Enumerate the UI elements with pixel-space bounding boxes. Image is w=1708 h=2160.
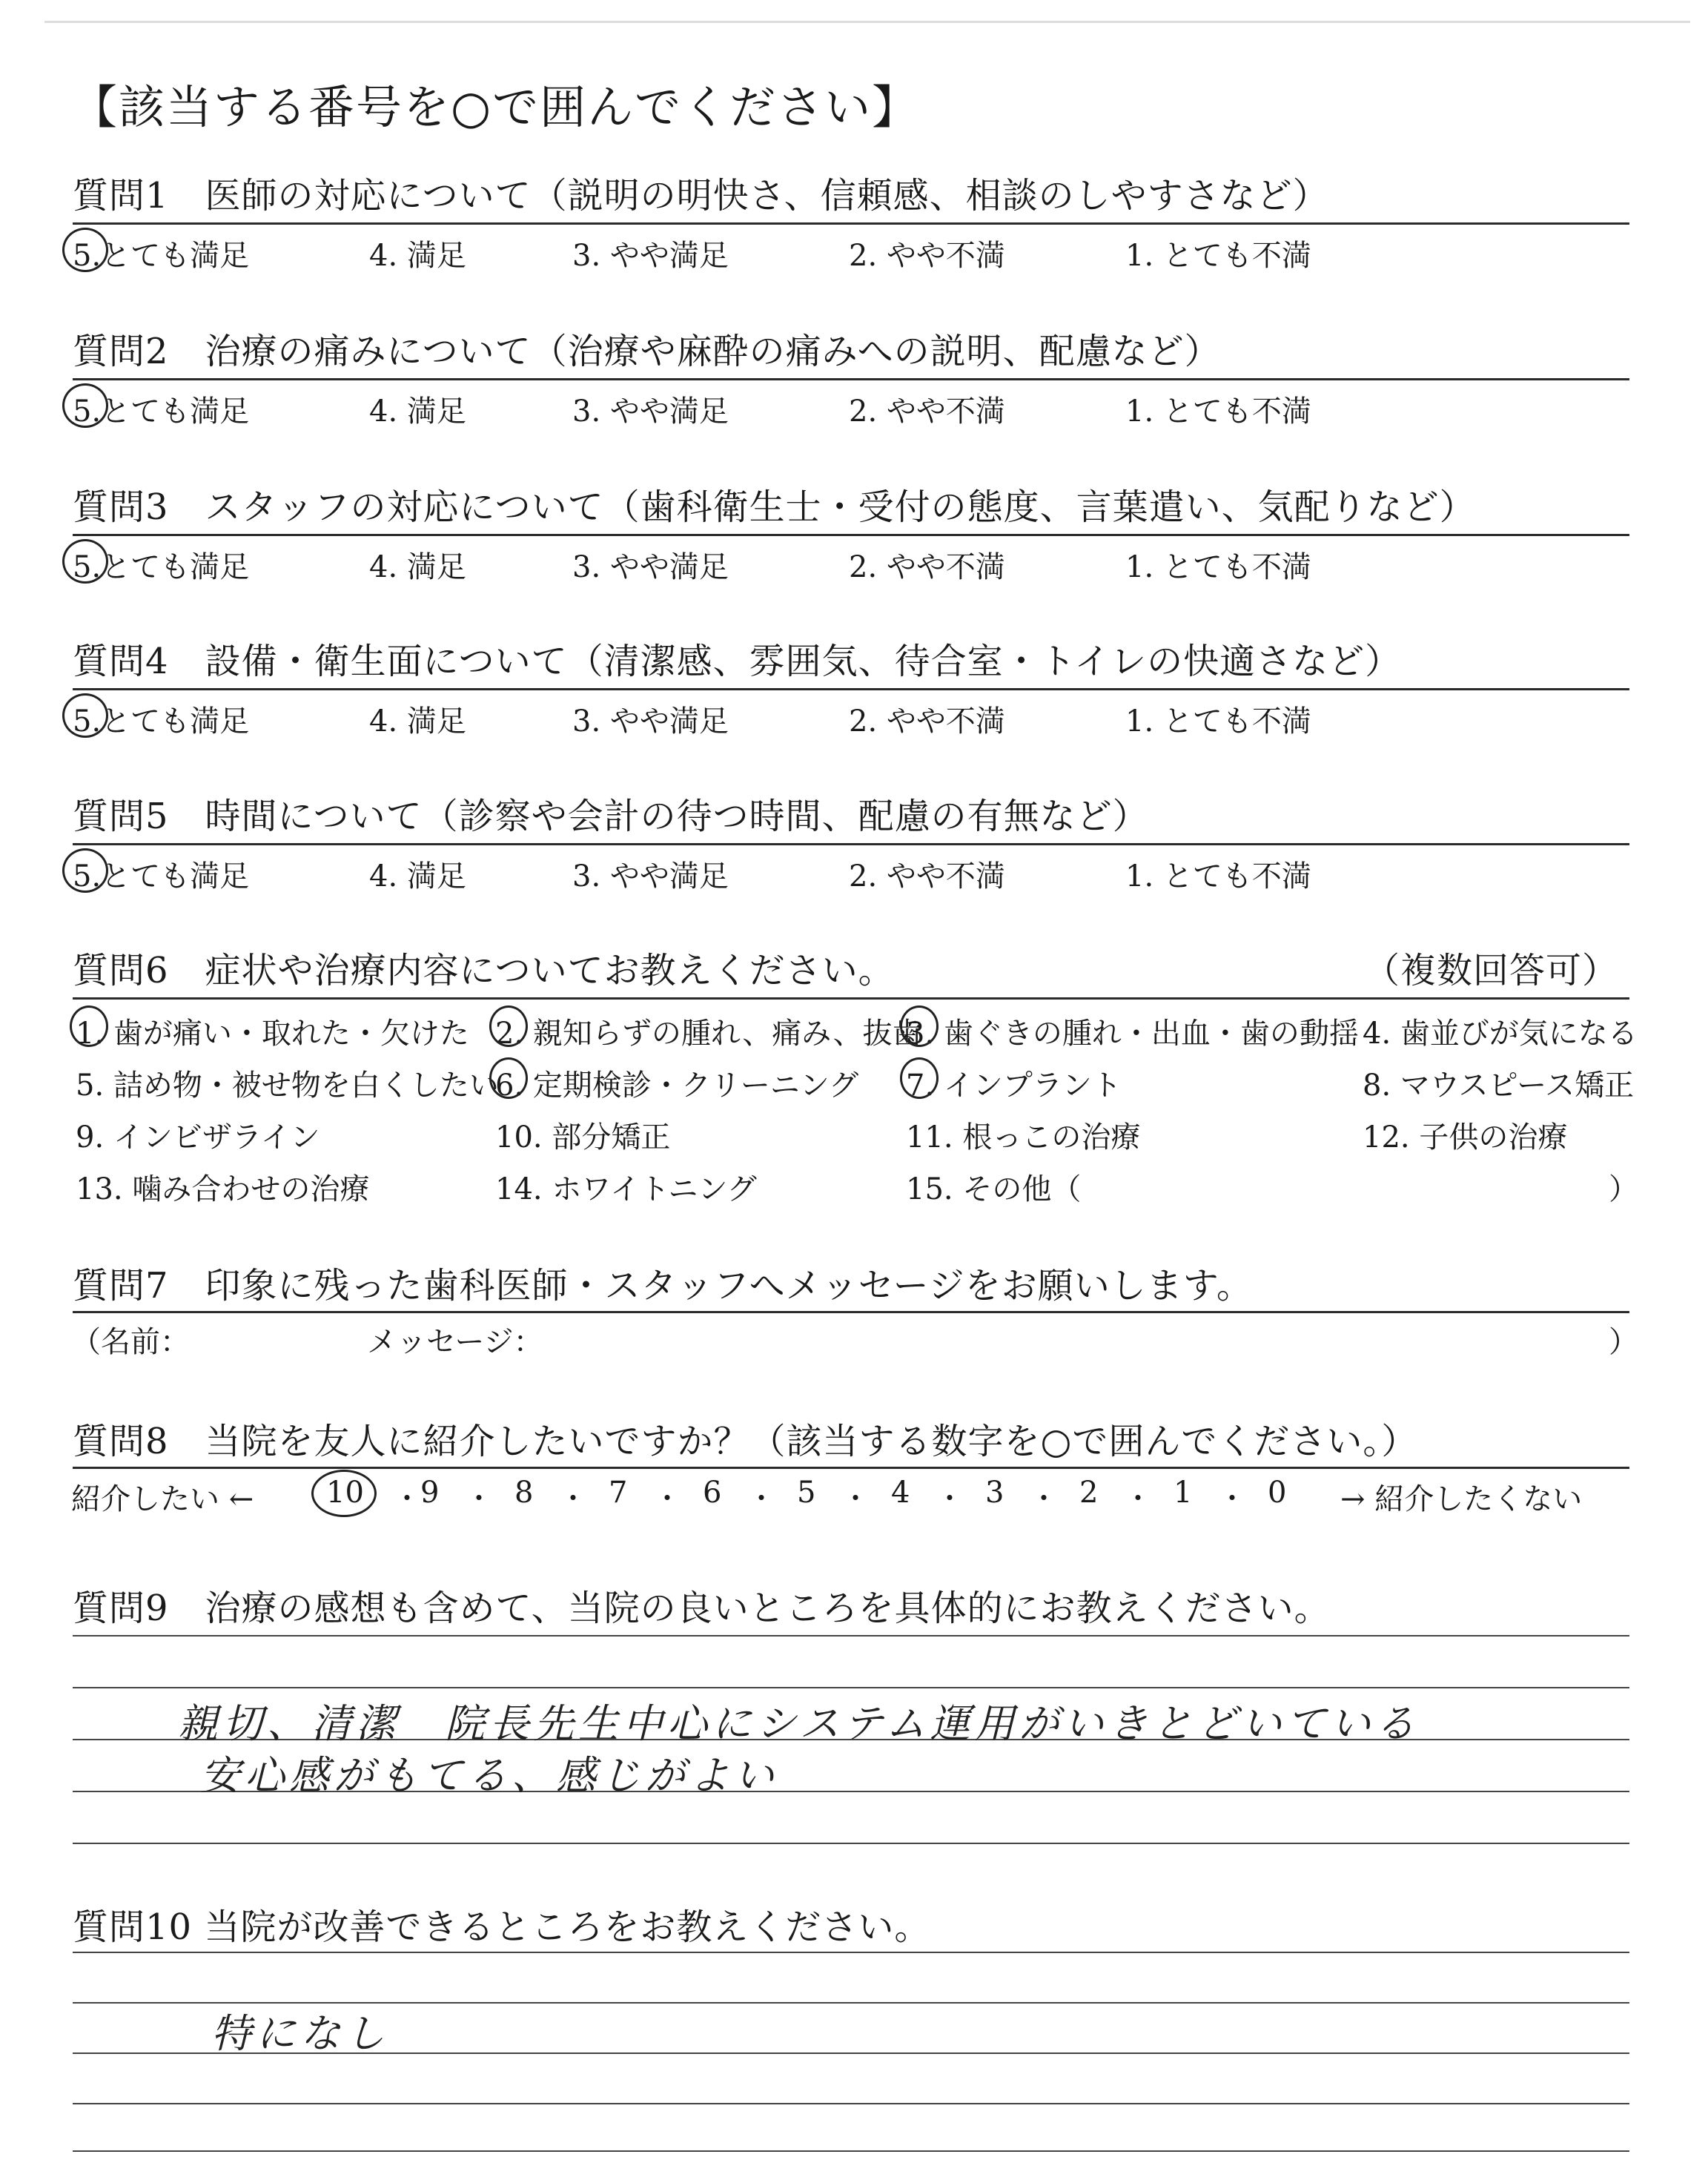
q9-line-5 xyxy=(73,1843,1629,1844)
q9-line-2 xyxy=(73,1687,1629,1688)
q6-other-close: ） xyxy=(1609,1172,1638,1206)
q1-rule xyxy=(73,222,1629,225)
q3-option-3[interactable]: 3. やや満足 xyxy=(572,550,729,584)
q8-right-label: → 紹介したくない xyxy=(1340,1482,1583,1516)
q4-option-4[interactable]: 4. 満足 xyxy=(369,704,466,739)
q8-scale-4[interactable]: 4 xyxy=(891,1476,910,1510)
q2-option-2[interactable]: 2. やや不満 xyxy=(849,394,1005,429)
q8-separator: ・ xyxy=(936,1482,964,1515)
q3-selection-circle xyxy=(62,539,108,584)
q10-title: 質問10 当院が改善できるところをお教えください。 xyxy=(73,1906,931,1948)
q6-option-2[interactable]: 2. 親知らずの腫れ、痛み、抜歯 xyxy=(495,1017,922,1051)
q10-line-1 xyxy=(73,1952,1629,1953)
q6-option-1[interactable]: 1. 歯が痛い・取れた・欠けた xyxy=(76,1017,469,1051)
q6-rule xyxy=(73,997,1629,1000)
q8-scale-1[interactable]: 1 xyxy=(1174,1476,1193,1510)
q1-option-3[interactable]: 3. やや満足 xyxy=(572,239,729,273)
q2-selection-circle xyxy=(62,383,108,428)
q10-line-4 xyxy=(73,2103,1629,2104)
q7-message-label: メッセージ： xyxy=(367,1325,543,1359)
q6-option-12[interactable]: 12. 子供の治療 xyxy=(1363,1120,1568,1155)
q4-rule xyxy=(73,688,1629,690)
q4-option-1[interactable]: 1. とても不満 xyxy=(1125,704,1311,739)
q8-rule xyxy=(73,1467,1629,1469)
q8-separator: ・ xyxy=(1218,1482,1247,1515)
q6-option-11[interactable]: 11. 根っこの治療 xyxy=(906,1120,1141,1155)
q6-option-13[interactable]: 13. 噛み合わせの治療 xyxy=(76,1172,370,1206)
q6-option-10[interactable]: 10. 部分矯正 xyxy=(495,1120,671,1155)
q1-selection-circle xyxy=(62,228,108,272)
q6-title: 質問6 症状や治療内容についてお教えください。 xyxy=(73,950,895,991)
q8-scale-9[interactable]: 9 xyxy=(420,1476,440,1510)
q6-option-5[interactable]: 5. 詰め物・被せ物を白くしたい xyxy=(76,1069,499,1103)
q1-option-5[interactable]: 5.とても満足 xyxy=(73,239,250,273)
q6-selection-circle xyxy=(489,1057,528,1099)
q10-line-5 xyxy=(73,2150,1629,2152)
q6-option-9[interactable]: 9. インビザライン xyxy=(76,1120,320,1155)
q5-selection-circle xyxy=(62,848,108,893)
q2-title: 質問2 治療の痛みについて（治療や麻酔の痛みへの説明、配慮など） xyxy=(73,331,1221,372)
q8-separator: ・ xyxy=(747,1482,776,1515)
q8-separator: ・ xyxy=(653,1482,682,1515)
q6-option-15[interactable]: 15. その他（ xyxy=(906,1172,1082,1206)
q3-title: 質問3 スタッフの対応について（歯科衛生士・受付の態度、言葉遣い、気配りなど） xyxy=(73,486,1476,528)
scan-edge xyxy=(44,21,1690,23)
q2-option-4[interactable]: 4. 満足 xyxy=(369,394,466,429)
q2-option-5[interactable]: 5.とても満足 xyxy=(73,394,250,429)
q9-title: 質問9 治療の感想も含めて、当院の良いところを具体的にお教えください。 xyxy=(73,1588,1331,1629)
q9-answer-line-1: 親切、清潔 院長先生中心にシステム運用がいきとどいている xyxy=(178,1700,1420,1747)
q9-line-1 xyxy=(73,1635,1629,1636)
q3-rule xyxy=(73,534,1629,536)
q8-title: 質問8 当院を友人に紹介したいですか？（該当する数字を○で囲んでください。） xyxy=(73,1421,1418,1462)
q6-option-14[interactable]: 14. ホワイトニング xyxy=(495,1172,757,1206)
q8-separator: ・ xyxy=(1030,1482,1059,1515)
q3-option-1[interactable]: 1. とても不満 xyxy=(1125,550,1311,584)
q6-selection-circle xyxy=(489,1005,528,1047)
q6-option-3[interactable]: 3. 歯ぐきの腫れ・出血・歯の動揺 xyxy=(906,1017,1359,1051)
q3-option-4[interactable]: 4. 満足 xyxy=(369,550,466,584)
q5-option-3[interactable]: 3. やや満足 xyxy=(572,859,729,894)
q5-option-5[interactable]: 5.とても満足 xyxy=(73,859,250,894)
q7-close: ） xyxy=(1609,1325,1638,1359)
q6-option-7[interactable]: 7. インプラント xyxy=(906,1069,1122,1103)
q8-separator: ・ xyxy=(559,1482,588,1515)
q6-selection-circle xyxy=(900,1005,939,1047)
q2-option-3[interactable]: 3. やや満足 xyxy=(572,394,729,429)
q5-option-2[interactable]: 2. やや不満 xyxy=(849,859,1005,894)
q8-scale-7[interactable]: 7 xyxy=(609,1476,628,1510)
q4-option-5[interactable]: 5.とても満足 xyxy=(73,704,250,739)
q3-option-5[interactable]: 5.とても満足 xyxy=(73,550,250,584)
q6-selection-circle xyxy=(900,1057,939,1099)
q2-rule xyxy=(73,378,1629,380)
q8-scale-6[interactable]: 6 xyxy=(703,1476,722,1510)
q7-title: 質問7 印象に残った歯科医師・スタッフへメッセージをお願いします。 xyxy=(73,1265,1253,1307)
q4-selection-circle xyxy=(62,693,108,738)
q10-answer-line-1: 特になし xyxy=(211,2010,389,2057)
q2-option-1[interactable]: 1. とても不満 xyxy=(1125,394,1311,429)
q8-scale-2[interactable]: 2 xyxy=(1079,1476,1099,1510)
q5-title: 質問5 時間について（診察や会計の待つ時間、配慮の有無など） xyxy=(73,796,1149,837)
q1-option-1[interactable]: 1. とても不満 xyxy=(1125,239,1311,273)
instruction-heading: 【該当する番号を○で囲んでください】 xyxy=(71,80,920,134)
q1-option-4[interactable]: 4. 満足 xyxy=(369,239,466,273)
q3-option-2[interactable]: 2. やや不満 xyxy=(849,550,1005,584)
q6-note: （複数回答可） xyxy=(1364,950,1619,991)
q4-title: 質問4 設備・衛生面について（清潔感、雰囲気、待合室・トイレの快適さなど） xyxy=(73,641,1402,682)
q9-answer-line-2: 安心感がもてる、感じがよい xyxy=(200,1752,778,1799)
q6-option-8[interactable]: 8. マウスピース矯正 xyxy=(1363,1069,1635,1103)
q1-option-2[interactable]: 2. やや不満 xyxy=(849,239,1005,273)
q4-option-3[interactable]: 3. やや満足 xyxy=(572,704,729,739)
q7-rule xyxy=(73,1311,1629,1313)
q5-rule xyxy=(73,843,1629,845)
q8-selection-circle xyxy=(311,1470,377,1517)
q8-scale-3[interactable]: 3 xyxy=(985,1476,1004,1510)
q8-separator: ・ xyxy=(1124,1482,1153,1515)
q6-selection-circle xyxy=(70,1005,108,1047)
q8-scale-5[interactable]: 5 xyxy=(797,1476,816,1510)
q8-separator: ・ xyxy=(465,1482,494,1515)
q8-separator: ・ xyxy=(393,1482,422,1515)
q8-scale-8[interactable]: 8 xyxy=(514,1476,534,1510)
q5-option-4[interactable]: 4. 満足 xyxy=(369,859,466,894)
q8-scale-0[interactable]: 0 xyxy=(1268,1476,1287,1510)
q8-scale-10[interactable]: 10 xyxy=(326,1476,364,1510)
q8-left-label: 紹介したい ← xyxy=(71,1482,254,1516)
q5-option-1[interactable]: 1. とても不満 xyxy=(1125,859,1311,894)
q1-title: 質問1 医師の対応について（説明の明快さ、信頼感、相談のしやすさなど） xyxy=(73,175,1329,217)
q6-option-4[interactable]: 4. 歯並びが気になる xyxy=(1363,1017,1638,1051)
q4-option-2[interactable]: 2. やや不満 xyxy=(849,704,1005,739)
q7-name-label: （名前： xyxy=(71,1325,190,1359)
q8-separator: ・ xyxy=(841,1482,870,1515)
q6-option-6[interactable]: 6. 定期検診・クリーニング xyxy=(495,1069,859,1103)
